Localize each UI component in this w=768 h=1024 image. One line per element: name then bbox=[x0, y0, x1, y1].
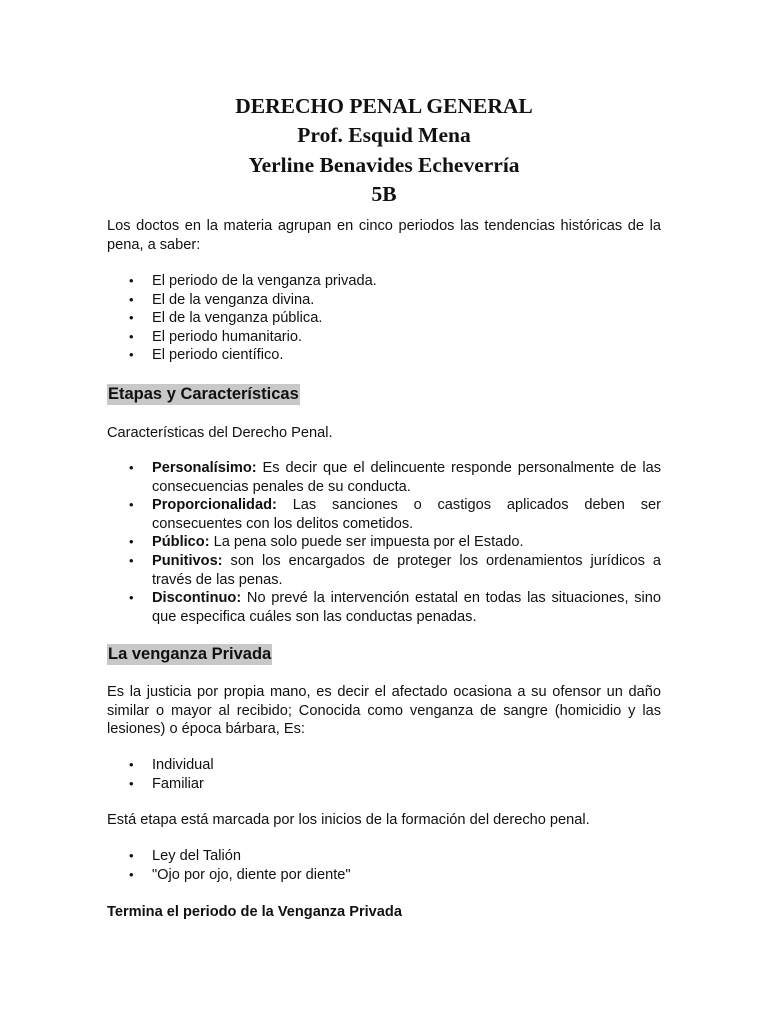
list-item bbox=[107, 459, 661, 496]
term-label: Discontinuo: bbox=[152, 590, 242, 607]
section-venganza-heading-block bbox=[107, 644, 661, 665]
term-label: Personalísimo: bbox=[152, 460, 257, 476]
list-item: • "Ojo por ojo, diente por diente" bbox=[107, 866, 661, 885]
section-heading-venganza-privada: La venganza Privada bbox=[108, 645, 272, 663]
characteristics-list bbox=[107, 459, 661, 626]
intro-paragraph: Los doctos en la materia agrupan en cinco periodos las tendencias históricas de la pena, a saber: bbox=[107, 218, 661, 253]
list-item bbox=[107, 533, 661, 552]
characteristics-intro: Características del Derecho Penal. bbox=[107, 425, 333, 441]
term-description: La pena solo puede ser impuesta por el Estado. bbox=[209, 534, 524, 551]
group-label: 5B bbox=[371, 181, 397, 206]
professor-name: Prof. Esquid Mena bbox=[297, 123, 471, 148]
types-list bbox=[107, 756, 661, 793]
term-description: son los encargados de proteger los ordenamientos jurídicos a través de las penas. bbox=[152, 552, 661, 588]
etapa-paragraph: Está etapa está marcada por los inicios de la formación del derecho penal. bbox=[107, 812, 590, 828]
section-etapas-heading-block bbox=[107, 384, 661, 405]
characteristics-intro-block bbox=[107, 424, 661, 443]
periods-list-block bbox=[107, 272, 661, 365]
closing-statement: Termina el periodo de la Venganza Privada bbox=[107, 904, 402, 920]
list-item bbox=[107, 552, 661, 589]
term-label: Público: bbox=[152, 534, 210, 551]
periods-list bbox=[107, 272, 661, 365]
list-item bbox=[107, 589, 661, 626]
term-description: No prevé la intervención estatal en todas las situaciones, sino que especifica cuáles son las conductas penadas. bbox=[152, 590, 661, 625]
section-heading-etapas: Etapas y Características bbox=[108, 385, 299, 403]
course-title: DERECHO PENAL GENERAL bbox=[235, 94, 533, 118]
term-description: Las sanciones o castigos aplicados deben ser consecuentes con los delitos cometidos. bbox=[152, 497, 661, 532]
list-item: • El periodo de la venganza privada. bbox=[107, 272, 661, 291]
list-item: • El de la venganza pública. bbox=[107, 309, 661, 328]
types-list-block bbox=[107, 756, 661, 793]
laws-list bbox=[107, 847, 661, 884]
laws-list-block bbox=[107, 847, 661, 884]
list-item bbox=[107, 496, 661, 533]
term-description: Es decir que el delincuente responde personalmente de las consecuencias penales de su conducta. bbox=[152, 460, 661, 495]
term-label: Proporcionalidad: bbox=[152, 497, 277, 514]
venganza-paragraph-block bbox=[107, 683, 661, 739]
characteristics-list-block bbox=[107, 459, 661, 626]
student-name: Yerline Benavides Echeverría bbox=[248, 152, 520, 177]
etapa-paragraph-block bbox=[107, 811, 661, 830]
list-item: • El de la venganza divina. bbox=[107, 291, 661, 310]
list-item: • Familiar bbox=[107, 775, 661, 794]
list-item: • El periodo científico. bbox=[107, 346, 661, 365]
venganza-paragraph: Es la justicia por propia mano, es decir el afectado ocasiona a su ofensor un daño similar o mayor al recibido; Conocida como venganza de sangre (homicidio y las lesiones) o época bárbara, Es: bbox=[107, 684, 661, 738]
intro-section bbox=[107, 217, 661, 254]
list-item: • El periodo humanitario. bbox=[107, 328, 661, 347]
document-title bbox=[0, 92, 768, 209]
list-item: • Ley del Talión bbox=[107, 847, 661, 866]
list-item: • Individual bbox=[107, 756, 661, 775]
closing-block bbox=[107, 903, 661, 922]
term-label: Punitivos: bbox=[152, 552, 223, 569]
